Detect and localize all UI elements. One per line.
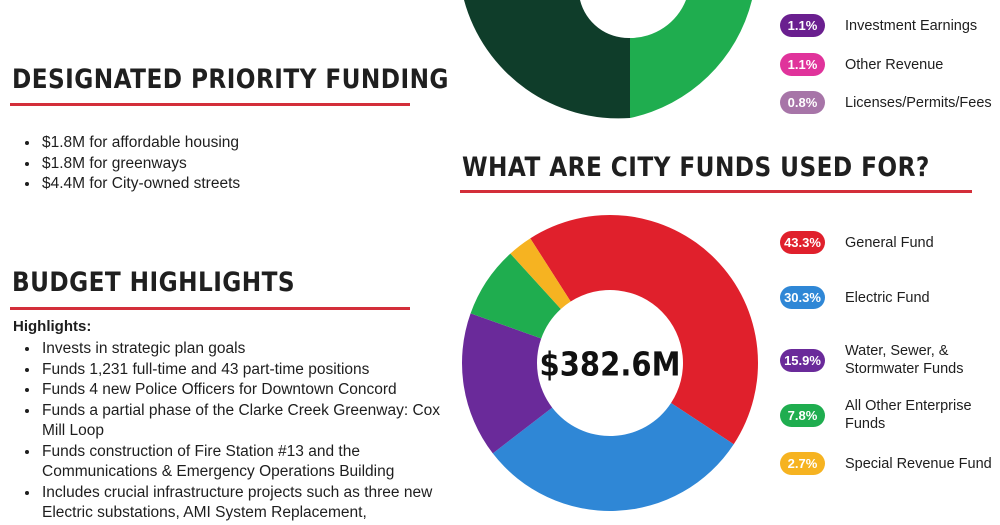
- legend-label: Other Revenue: [845, 56, 944, 73]
- legend-item: [780, 342, 995, 378]
- funds-donut-chart: [455, 208, 765, 518]
- list-item: • Funds construction of Fire Station #13 and the Communications & Emergency Operations Building: [40, 442, 445, 483]
- legend-item: [780, 231, 995, 254]
- list-item: • $1.8M for affordable housing: [40, 133, 400, 154]
- legend-item: [780, 452, 995, 475]
- funds-used-divider: [460, 190, 972, 193]
- highlights-subheading: Highlights:: [13, 318, 92, 335]
- legend-percent-badge: 43.3%: [780, 231, 825, 254]
- donut-center-label: $382.6M: [539, 345, 681, 385]
- legend-percent-badge: 2.7%: [780, 452, 825, 475]
- legend-item: [780, 14, 1000, 37]
- legend-item: [780, 91, 1000, 114]
- budget-highlights-divider: [10, 307, 410, 310]
- legend-item: [780, 53, 1000, 76]
- list-item: • Funds a partial phase of the Clarke Creek Greenway: Cox Mill Loop: [40, 401, 445, 442]
- legend-label: Special Revenue Fund: [845, 455, 992, 472]
- legend-percent-badge: 1.1%: [780, 53, 825, 76]
- donut-segment-general-fund: [530, 215, 758, 444]
- budget-highlights-list: [22, 339, 445, 524]
- legend-label: All Other Enterprise Funds: [845, 398, 972, 432]
- list-item: • $4.4M for City-owned streets: [40, 174, 400, 195]
- legend-label: Water, Sewer, & Stormwater Funds: [845, 343, 964, 377]
- priority-funding-divider: [10, 103, 410, 106]
- legend-item: [780, 286, 995, 309]
- revenue-donut-dark-green-segment: [464, 0, 630, 118]
- revenue-donut-green-segment: [630, 0, 752, 118]
- funds-used-heading: WHAT ARE CITY FUNDS USED FOR?: [462, 152, 930, 183]
- budget-highlights-heading: BUDGET HIGHLIGHTS: [12, 267, 296, 298]
- priority-funding-heading: DESIGNATED PRIORITY FUNDING: [12, 64, 449, 95]
- legend-label: General Fund: [845, 234, 934, 251]
- list-item: • Includes crucial infrastructure projects such as three new Electric substations, AMI System Replacement,: [40, 483, 445, 524]
- legend-percent-badge: 30.3%: [780, 286, 825, 309]
- revenue-donut-chart: [440, 0, 760, 125]
- list-item: • Funds 1,231 full-time and 43 part-time positions: [40, 360, 445, 381]
- legend-percent-badge: 15.9%: [780, 349, 825, 372]
- legend-percent-badge: 1.1%: [780, 14, 825, 37]
- legend-item: [780, 397, 995, 433]
- legend-label: Investment Earnings: [845, 17, 978, 34]
- legend-label: Licenses/Permits/Fees: [845, 94, 992, 111]
- priority-funding-list: [22, 133, 400, 195]
- legend-percent-badge: 7.8%: [780, 404, 825, 427]
- list-item: • Invests in strategic plan goals: [40, 339, 445, 360]
- list-item: • $1.8M for greenways: [40, 154, 400, 175]
- legend-label: Electric Fund: [845, 289, 930, 306]
- list-item: • Funds 4 new Police Officers for Downtown Concord: [40, 380, 445, 401]
- legend-percent-badge: 0.8%: [780, 91, 825, 114]
